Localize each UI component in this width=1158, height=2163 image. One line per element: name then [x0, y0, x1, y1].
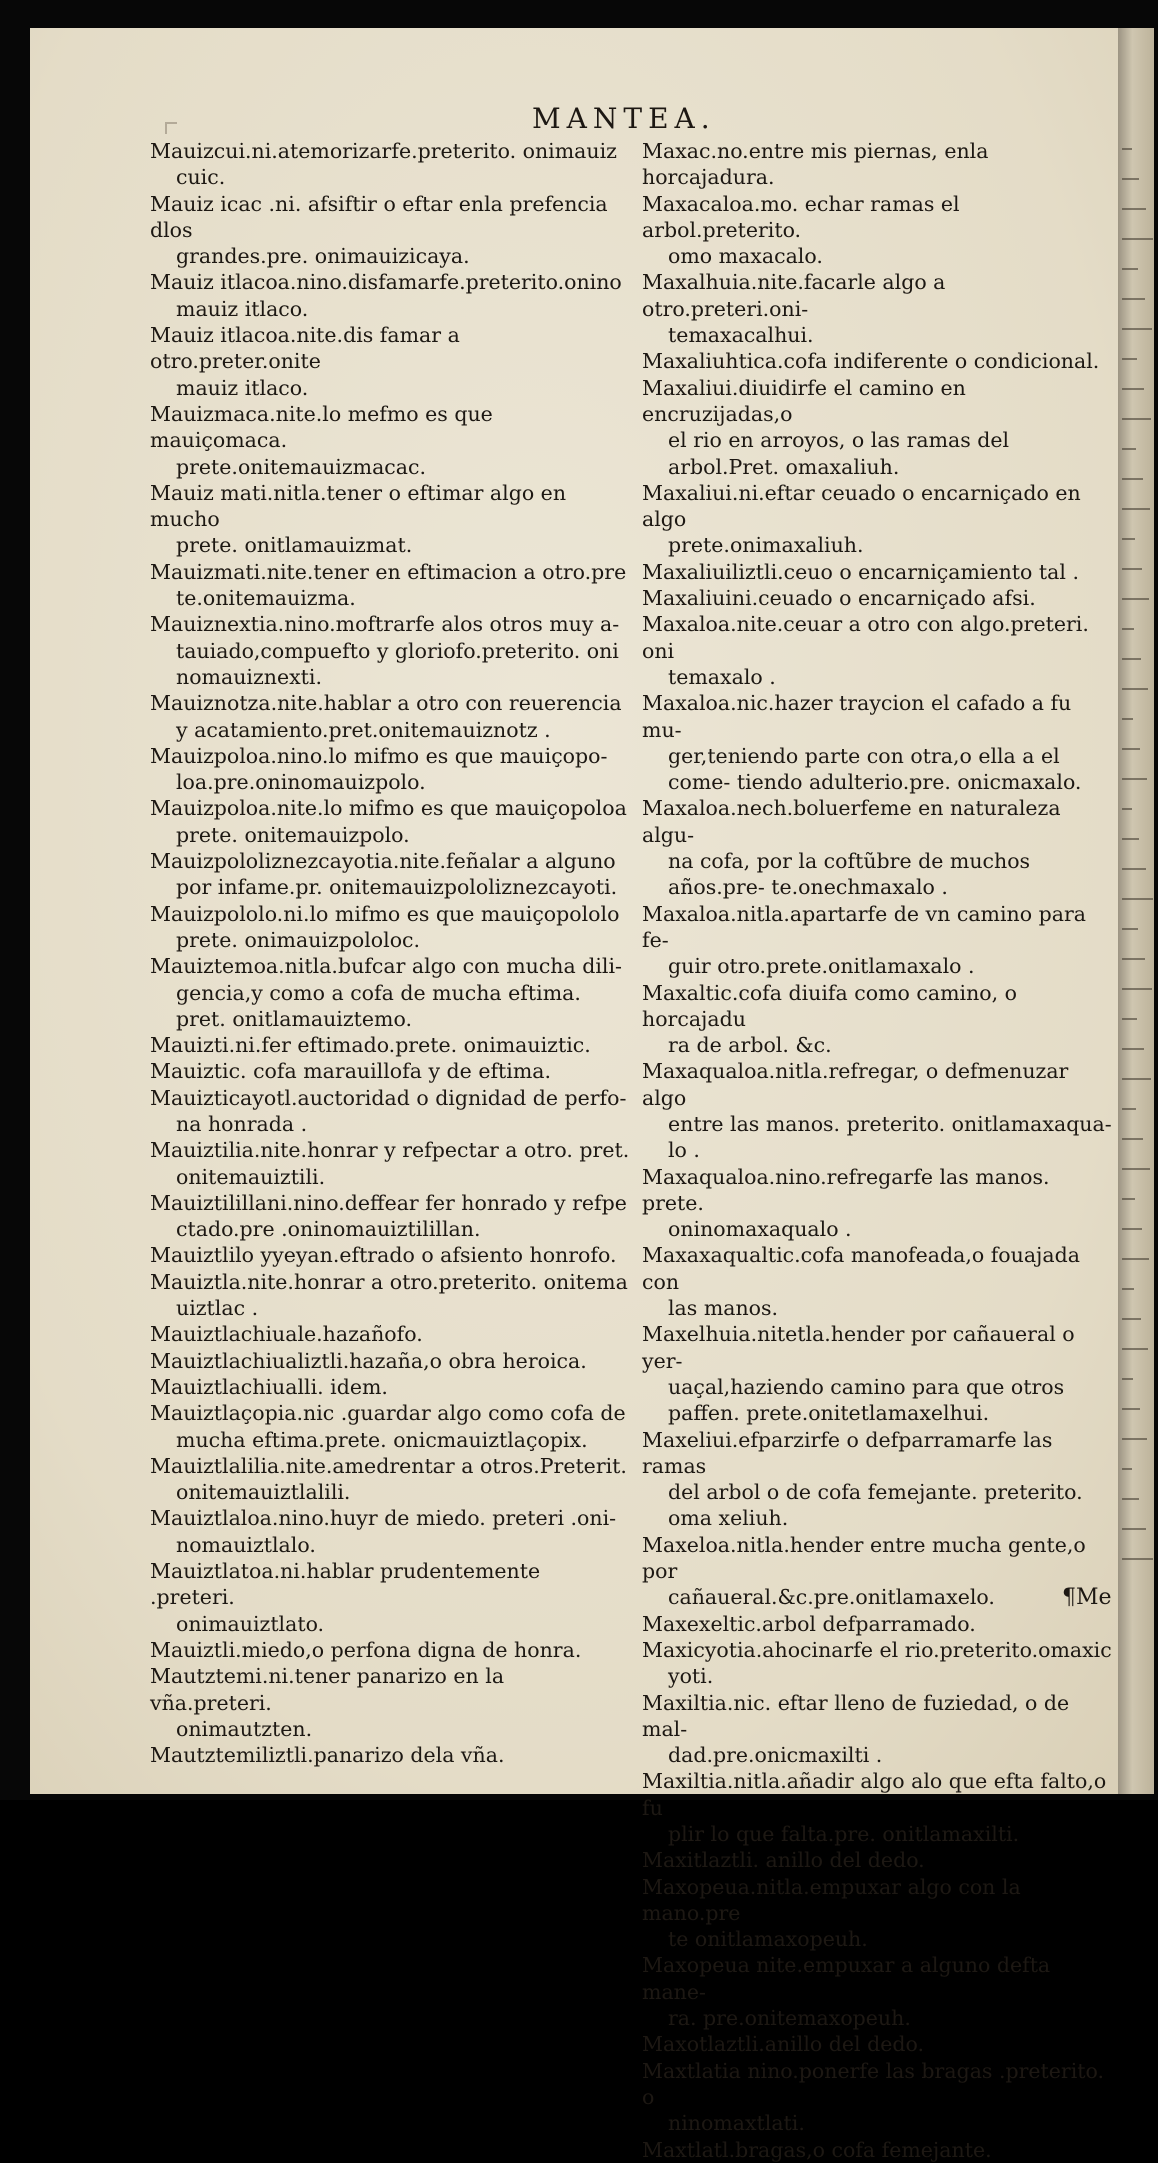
dictionary-entry — [642, 1427, 1112, 1532]
adjacent-page-text-line — [1122, 658, 1141, 660]
entry-headline: Mauizti.ni.fer eftimado.prete. onimauiztic. — [150, 1033, 591, 1058]
dictionary-entry — [642, 585, 1112, 611]
dictionary-entry — [150, 401, 630, 480]
entry-continuation: prete.onitemauizmacac. — [176, 454, 426, 479]
dictionary-entry — [642, 980, 1112, 1059]
dictionary-entry — [150, 1242, 630, 1268]
dictionary-entry — [642, 1768, 1112, 1847]
entry-continuation: por infame.pr. onitemauizpololiznezcayoti. — [176, 875, 618, 900]
adjacent-page-text-line — [1122, 1318, 1141, 1320]
entry-headline: Maxaxaqualtic.cofa manofeada,o fouajada con — [642, 1243, 1080, 1294]
entry-continuation: dad.pre.onicmaxilti . — [668, 1743, 883, 1768]
entry-headline: Maxaqualoa.nino.refregarfe las manos. prete. — [642, 1164, 1050, 1215]
adjacent-page-text-line — [1122, 448, 1136, 450]
dictionary-entry — [150, 1321, 630, 1347]
entry-headline: Mauiztlatoa.ni.hablar prudentemente .preteri. — [150, 1559, 541, 1610]
entry-continuation: prete.onimaxaliuh. — [668, 533, 864, 558]
dictionary-entry — [642, 1690, 1112, 1769]
entry-headline: Mauiztlaloa.nino.huyr de miedo. preteri .oni- — [150, 1506, 617, 1531]
entry-headline: Mauiz mati.nitla.tener o eftimar algo en mucho — [150, 480, 567, 532]
dictionary-entry — [642, 1637, 1112, 1690]
adjacent-page-text-line — [1122, 478, 1143, 480]
dictionary-entry — [642, 480, 1112, 559]
adjacent-page-text-line — [1122, 1258, 1149, 1260]
entry-continuation: temaxalo . — [668, 664, 776, 689]
adjacent-page-text-line — [1122, 268, 1138, 270]
entry-headline: Mauiztilia.nite.honrar y refpectar a otro. pret. — [150, 1138, 630, 1163]
adjacent-page-text-line — [1122, 1438, 1147, 1440]
dictionary-entry — [150, 848, 630, 901]
entry-headline: Mauizpoloa.nino.lo mifmo es que mauiçopo- — [150, 743, 608, 768]
entry-headline: Maxitlaztli. anillo del dedo. — [642, 1848, 925, 1873]
entry-continuation: prete. onimauizpololoc. — [176, 927, 421, 952]
dictionary-entry — [642, 1532, 1112, 1611]
entry-headline: Mauizmaca.nite.lo mefmo es que mauiçomaca. — [150, 401, 493, 453]
entry-headline: Maxeliui.efparzirfe o defparramarfe las ramas — [642, 1427, 1053, 1478]
entry-headline: Maxaloa.nech.boluerfeme en naturaleza algu- — [642, 796, 1061, 847]
dictionary-entry — [642, 2137, 1112, 2163]
dictionary-entry — [150, 1663, 630, 1742]
entry-continuation: del arbol o de cofa femejante. preterito. oma xeliuh. — [668, 1480, 1083, 1531]
entry-headline: Maxaliuiliztli.ceuo o encarniçamiento tal . — [642, 559, 1079, 584]
dictionary-entry — [642, 1874, 1112, 1953]
entry-continuation: grandes.pre. onimauizicaya. — [176, 244, 470, 269]
adjacent-page-text-line — [1122, 1168, 1150, 1170]
entry-headline: Maxopeua.nitla.empuxar algo con la mano.pre — [642, 1874, 1021, 1925]
entry-headline: Mauiztilillani.nino.deffear fer honrado y refpe — [150, 1190, 627, 1215]
entry-headline: Mauiztlalilia.nite.amedrentar a otros.Preterit. — [150, 1453, 627, 1478]
dictionary-entry — [150, 743, 630, 796]
dictionary-entry — [642, 559, 1112, 585]
dictionary-entry — [642, 1611, 1112, 1637]
entry-continuation: ger,teniendo parte con otra,o ella a el come- tiendo adulterio.pre. onicmaxalo. — [668, 743, 1082, 795]
entry-headline: Maxaloa.nitla.apartarfe de vn camino para fe- — [642, 901, 1086, 952]
entry-headline: Mauiznotza.nite.hablar a otro con reuerencia — [150, 691, 622, 716]
dictionary-entry — [150, 1190, 630, 1243]
dictionary-entry — [150, 690, 630, 743]
entry-headline: Maxacaloa.mo. echar ramas el arbol.preterito. — [642, 191, 960, 242]
entry-continuation: gencia,y como a cofa de mucha eftima. pret. onitlamauiztemo. — [176, 980, 581, 1031]
entry-headline: Mauiztlachiualli. idem. — [150, 1374, 388, 1399]
entry-headline: Mauiztlaçopia.nic .guardar algo como cofa de — [150, 1401, 626, 1426]
dictionary-entry — [150, 191, 630, 270]
entry-headline: Maxicyotia.ahocinarfe el rio.preterito.omaxic — [642, 1637, 1112, 1662]
adjacent-page-text-line — [1122, 1138, 1143, 1140]
entry-continuation: onitemauiztlalili. — [176, 1480, 351, 1505]
dictionary-entry — [150, 1637, 630, 1663]
dictionary-entry — [150, 1269, 630, 1322]
dictionary-entry — [642, 2031, 1112, 2057]
entry-continuation: entre las manos. preterito. onitlamaxaqua- lo . — [668, 1111, 1112, 1163]
dictionary-entry — [150, 1348, 630, 1374]
entry-continuation: uiztlac . — [176, 1296, 259, 1321]
entry-headline: Mauiztemoa.nitla.bufcar algo con mucha dili- — [150, 954, 622, 979]
entry-continuation: mucha eftima.prete. onicmauiztlaçopix. — [176, 1427, 588, 1452]
entry-continuation: guir otro.prete.onitlamaxalo . — [668, 954, 975, 979]
entry-continuation: plir lo que falta.pre. onitlamaxilti. — [668, 1822, 1020, 1846]
entry-continuation: ra. pre.onitemaxopeuh. — [668, 2006, 911, 2031]
entry-headline: Mauiztlachiualiztli.hazaña,o obra heroica. — [150, 1348, 587, 1373]
entry-headline: Maxeloa.nitla.hender entre mucha gente,o por — [642, 1532, 1086, 1584]
adjacent-page-text-line — [1122, 1078, 1151, 1080]
entry-continuation: prete. onitemauizpolo. — [176, 822, 410, 847]
entry-continuation: el rio en arroyos, o las ramas del arbol.Pret. omaxaliuh. — [668, 428, 1010, 479]
adjacent-page-text-line — [1122, 628, 1134, 630]
entry-headline: Mauiz itlacoa.nite.dis famar a otro.preter.onite — [150, 323, 460, 374]
adjacent-page-text-line — [1122, 208, 1146, 210]
dictionary-entry — [150, 269, 630, 322]
entry-headline: Maxexeltic.arbol defparramado. — [642, 1611, 976, 1636]
entry-headline: Maxac.no.entre mis piernas, enla horcajadura. — [642, 139, 989, 190]
adjacent-page-text-line — [1122, 358, 1137, 360]
dictionary-entry — [150, 1400, 630, 1453]
adjacent-page-text-line — [1122, 418, 1151, 420]
adjacent-page-text-line — [1122, 928, 1138, 930]
dictionary-entry — [642, 1164, 1112, 1243]
adjacent-page-text-line — [1122, 1378, 1133, 1380]
entry-continuation: na honrada . — [176, 1111, 308, 1136]
entry-headline: Mauiz itlacoa.nino.disfamarfe.preterito.onino — [150, 270, 622, 295]
adjacent-page-text-line — [1122, 328, 1152, 330]
entry-headline: Mautztemiliztli.panarizo dela vña. — [150, 1743, 505, 1768]
entry-headline: Maxotlaztli.anillo del dedo. — [642, 2032, 924, 2057]
entry-headline: Maxiltia.nic. eftar lleno de fuziedad, o de mal- — [642, 1690, 1070, 1741]
dictionary-entry — [642, 795, 1112, 900]
dictionary-entry — [642, 375, 1112, 480]
dictionary-entry — [642, 611, 1112, 690]
entry-headline: Mauiztlilo yyeyan.eftrado o afsiento honrofo. — [150, 1243, 617, 1268]
dictionary-entry — [150, 1137, 630, 1190]
dictionary-entry — [150, 953, 630, 1032]
dictionary-entry — [642, 191, 1112, 270]
entry-headline: Mauizticayotl.auctoridad o dignidad de perfo- — [150, 1085, 627, 1110]
adjacent-page-text-line — [1122, 958, 1145, 960]
dictionary-entry — [150, 559, 630, 612]
dictionary-entry — [150, 1742, 630, 1768]
corner-mark — [165, 122, 177, 134]
left-column — [150, 138, 630, 1768]
entry-headline: Mauiznextia.nino.moftrarfe alos otros muy a- — [150, 612, 620, 637]
entry-continuation: onimauiztlato. — [176, 1611, 325, 1636]
entry-headline: Mauiztli.miedo,o perfona digna de honra. — [150, 1637, 582, 1662]
right-column — [642, 138, 1112, 2163]
adjacent-page-text-line — [1122, 178, 1139, 180]
entry-headline: Maxalhuia.nite.facarle algo a otro.preteri.oni- — [642, 270, 946, 321]
entry-continuation: onitemauiztili. — [176, 1164, 326, 1189]
adjacent-page-text-line — [1122, 838, 1139, 840]
adjacent-page-text-line — [1122, 238, 1153, 240]
adjacent-page-text-line — [1122, 1048, 1144, 1050]
adjacent-page-text-line — [1122, 778, 1147, 780]
dictionary-entry — [150, 1505, 630, 1558]
entry-headline: Maxaliuhtica.cofa indiferente o condicional. — [642, 349, 1100, 374]
dictionary-entry — [642, 1847, 1112, 1873]
adjacent-page-text-line — [1122, 388, 1144, 390]
entry-continuation: na cofa, por la coftũbre de muchos años.pre- te.onechmaxalo . — [668, 849, 1031, 900]
dictionary-entry — [150, 138, 630, 191]
entry-headline: Maxiltia.nitla.añadir algo alo que efta falto,o fu — [642, 1769, 1107, 1820]
entry-headline: Mauizpololo.ni.lo mifmo es que mauiçopololo — [150, 901, 620, 926]
entry-continuation: oninomaxaqualo . — [668, 1217, 852, 1242]
adjacent-page-text-line — [1122, 1228, 1142, 1230]
entry-headline: Mauizmati.nite.tener en eftimacion a otro.pre — [150, 559, 627, 584]
entry-headline: Maxaloa.nic.hazer traycion el cafado a fu mu- — [642, 691, 1072, 742]
dictionary-entry — [642, 1242, 1112, 1321]
entry-continuation: te.onitemauizma. — [176, 586, 356, 611]
entry-continuation: onimautzten. — [176, 1716, 313, 1741]
entry-continuation: mauiz itlaco. — [176, 375, 309, 400]
entry-continuation: yoti. — [668, 1664, 714, 1689]
entry-continuation: nomauiztlalo. — [176, 1532, 316, 1557]
adjacent-page-text-line — [1122, 1528, 1146, 1530]
running-header: MANTEA. — [532, 102, 716, 135]
entry-headline: Mauiz icac .ni. afsiftir o eftar enla prefencia dlos — [150, 191, 608, 242]
dictionary-entry — [150, 322, 630, 401]
entry-continuation: temaxacalhui. — [668, 323, 814, 348]
entry-headline: Maxaliui.diuidirfe el camino en encruzijadas,o — [642, 375, 966, 426]
adjacent-page-text-line — [1122, 898, 1153, 900]
entry-continuation: mauiz itlaco. — [176, 296, 309, 321]
adjacent-page-text-line — [1122, 1558, 1153, 1560]
adjacent-page-text-line — [1122, 1468, 1132, 1470]
entry-continuation: loa.pre.oninomauizpolo. — [176, 770, 426, 795]
entry-headline: Maxaliuini.ceuado o encarniçado afsi. — [642, 586, 1036, 611]
entry-continuation: ra de arbol. &c. — [668, 1033, 832, 1058]
dictionary-entry — [150, 480, 630, 559]
adjacent-page-text-line — [1122, 1498, 1139, 1500]
entry-headline: Maxaqualoa.nitla.refregar, o defmenuzar algo — [642, 1059, 1069, 1110]
adjacent-page-text-line — [1122, 1198, 1135, 1200]
adjacent-page-text-line — [1122, 688, 1148, 690]
entry-continuation: y acatamiento.pret.onitemauiznotz . — [176, 717, 551, 742]
adjacent-page-text-line — [1122, 568, 1142, 570]
entry-continuation: tauiado,compuefto y gloriofo.preterito. oni nomauiznexti. — [176, 638, 619, 689]
entry-headline: Mauiztic. cofa marauillofa y de eftima. — [150, 1059, 552, 1084]
entry-headline: Mauizpololiznezcayotia.nite.feñalar a alguno — [150, 849, 616, 874]
dictionary-entry — [150, 1558, 630, 1637]
dictionary-entry — [150, 901, 630, 954]
adjacent-page-edge — [1118, 28, 1154, 1794]
dictionary-entry — [642, 138, 1112, 191]
dictionary-entry — [642, 901, 1112, 980]
entry-continuation: cuic. — [176, 165, 226, 190]
dictionary-entry — [642, 348, 1112, 374]
dictionary-entry — [642, 690, 1112, 795]
dictionary-entry — [642, 1058, 1112, 1163]
entry-headline: Maxtlatia nino.ponerfe las bragas .preterito. o — [642, 2058, 1104, 2109]
entry-headline: Mauizpoloa.nite.lo mifmo es que mauiçopoloa — [150, 796, 627, 821]
dictionary-entry — [642, 1952, 1112, 2031]
entry-headline: Mautztemi.ni.tener panarizo en la vña.preteri. — [150, 1664, 505, 1715]
entry-continuation: las manos. — [668, 1296, 779, 1321]
dictionary-entry — [150, 1453, 630, 1506]
entry-headline: Maxaliui.ni.eftar ceuado o encarniçado en algo — [642, 480, 1081, 532]
adjacent-page-text-line — [1122, 148, 1132, 150]
dictionary-entry — [642, 1321, 1112, 1426]
adjacent-page-text-line — [1122, 1348, 1148, 1350]
dictionary-entry — [642, 2058, 1112, 2137]
entry-continuation: uaçal,haziendo camino para que otros paffen. prete.onitetlamaxelhui. — [668, 1374, 1065, 1426]
entry-headline: Mauizcui.ni.atemorizarfe.preterito. onimauiz — [150, 139, 617, 163]
dictionary-entry — [150, 1032, 630, 1058]
dictionary-entry — [150, 611, 630, 690]
entry-continuation: omo maxacalo. — [668, 244, 823, 269]
adjacent-page-text-line — [1122, 298, 1145, 300]
dictionary-entry — [150, 1085, 630, 1138]
entry-continuation: ctado.pre .oninomauiztilillan. — [176, 1217, 481, 1242]
adjacent-page-text-line — [1122, 1108, 1136, 1110]
entry-continuation: cañaueral.&c.pre.onitlamaxelo. — [668, 1585, 995, 1610]
adjacent-page-text-line — [1122, 1288, 1134, 1290]
adjacent-page-text-line — [1122, 598, 1149, 600]
entry-headline: Maxaltic.cofa diuifa como camino, o horcajadu — [642, 980, 1017, 1031]
entry-headline: Maxaloa.nite.ceuar a otro con algo.preteri. oni — [642, 612, 1089, 663]
dictionary-entry — [150, 1374, 630, 1400]
adjacent-page-text-line — [1122, 988, 1152, 990]
entry-headline: Mauiztla.nite.honrar a otro.preterito. onitema — [150, 1269, 628, 1294]
entry-continuation: te onitlamaxopeuh. — [668, 1927, 868, 1952]
adjacent-page-text-line — [1122, 538, 1135, 540]
dictionary-entry — [642, 269, 1112, 348]
adjacent-page-text-line — [1122, 718, 1133, 720]
entry-continuation: ninomaxtlati. — [668, 2111, 805, 2136]
entry-headline: Maxtlatl.bragas,o cofa femejante. — [642, 2137, 992, 2162]
entry-headline: Maxopeua nite.empuxar a alguno defta mane- — [642, 1953, 1051, 2004]
adjacent-page-text-line — [1122, 1408, 1140, 1410]
dictionary-entry — [150, 795, 630, 848]
entry-continuation: prete. onitlamauizmat. — [176, 533, 413, 558]
entry-headline: Maxelhuia.nitetla.hender por cañaueral o yer- — [642, 1322, 1075, 1373]
adjacent-page-text-line — [1122, 748, 1140, 750]
adjacent-page-text-line — [1122, 868, 1146, 870]
adjacent-page-text-line — [1122, 1018, 1137, 1020]
catchword: ¶Me — [1062, 1585, 1112, 1610]
adjacent-page-text-line — [1122, 508, 1150, 510]
entry-headline: Mauiztlachiuale.hazañofo. — [150, 1322, 423, 1347]
adjacent-page-text-line — [1122, 808, 1132, 810]
dictionary-entry — [150, 1058, 630, 1084]
